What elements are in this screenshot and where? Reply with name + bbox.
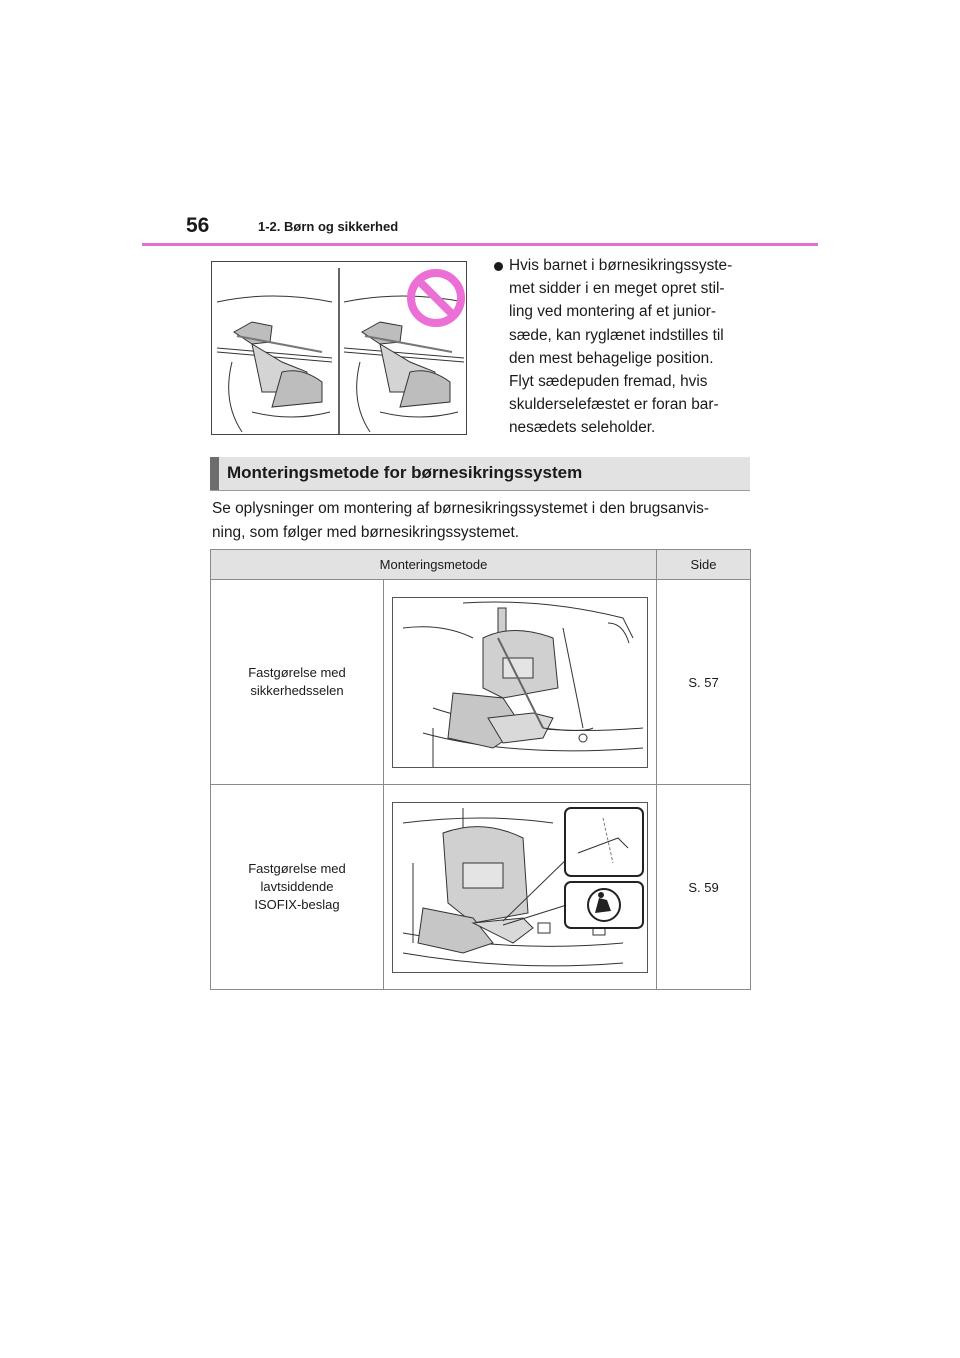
table-row	[211, 580, 751, 785]
bullet-text: Hvis barnet i børnesikringssyste- met sidder i en meget opret stil- ling ved montering af et junior- sæde, kan ryglænet indstilles til den mest behagelige position. Flyt sædepuden fremad, hvis skulderselefæstet er foran bar- nesædets seleholder.	[509, 257, 733, 437]
anchor-closeup-inset	[565, 808, 643, 876]
isofix-mount-figure	[392, 802, 648, 973]
junior-seat-figure	[211, 261, 467, 435]
seatbelt-mount-figure	[392, 597, 648, 768]
mounting-methods-table	[210, 549, 751, 990]
heading-accent	[210, 457, 219, 490]
bullet-dot-icon	[494, 262, 503, 271]
junior-seat-illustration	[212, 262, 466, 434]
isofix-mount-illustration	[393, 803, 647, 972]
section-header: 1-2. Børn og sikkerhed	[258, 219, 399, 234]
page-reference: S. 59	[657, 785, 751, 990]
method-label: Fastgørelse med lavtsiddende ISOFIX-beslag	[248, 861, 346, 912]
bullet-item	[491, 254, 753, 440]
page-reference: S. 57	[657, 580, 751, 785]
intro-paragraph: Se oplysninger om montering af børnesikringssystemet i den brugsanvis- ning, som følger med børnesikringssystemet.	[212, 500, 710, 541]
no-entry-icon	[411, 273, 461, 323]
column-header-method: Monteringsmetode	[211, 550, 657, 580]
isofix-symbol-inset	[565, 882, 643, 928]
page-number: 56	[186, 214, 210, 237]
section-heading-title: Monteringsmetode for børnesikringssystem	[227, 463, 583, 482]
section-heading	[210, 457, 750, 491]
header-rule	[142, 243, 818, 246]
table-header-row	[211, 550, 751, 580]
method-label: Fastgørelse med sikkerhedsselen	[248, 665, 346, 698]
seatbelt-mount-illustration	[393, 598, 647, 767]
table-row	[211, 785, 751, 990]
column-header-page: Side	[657, 550, 751, 580]
